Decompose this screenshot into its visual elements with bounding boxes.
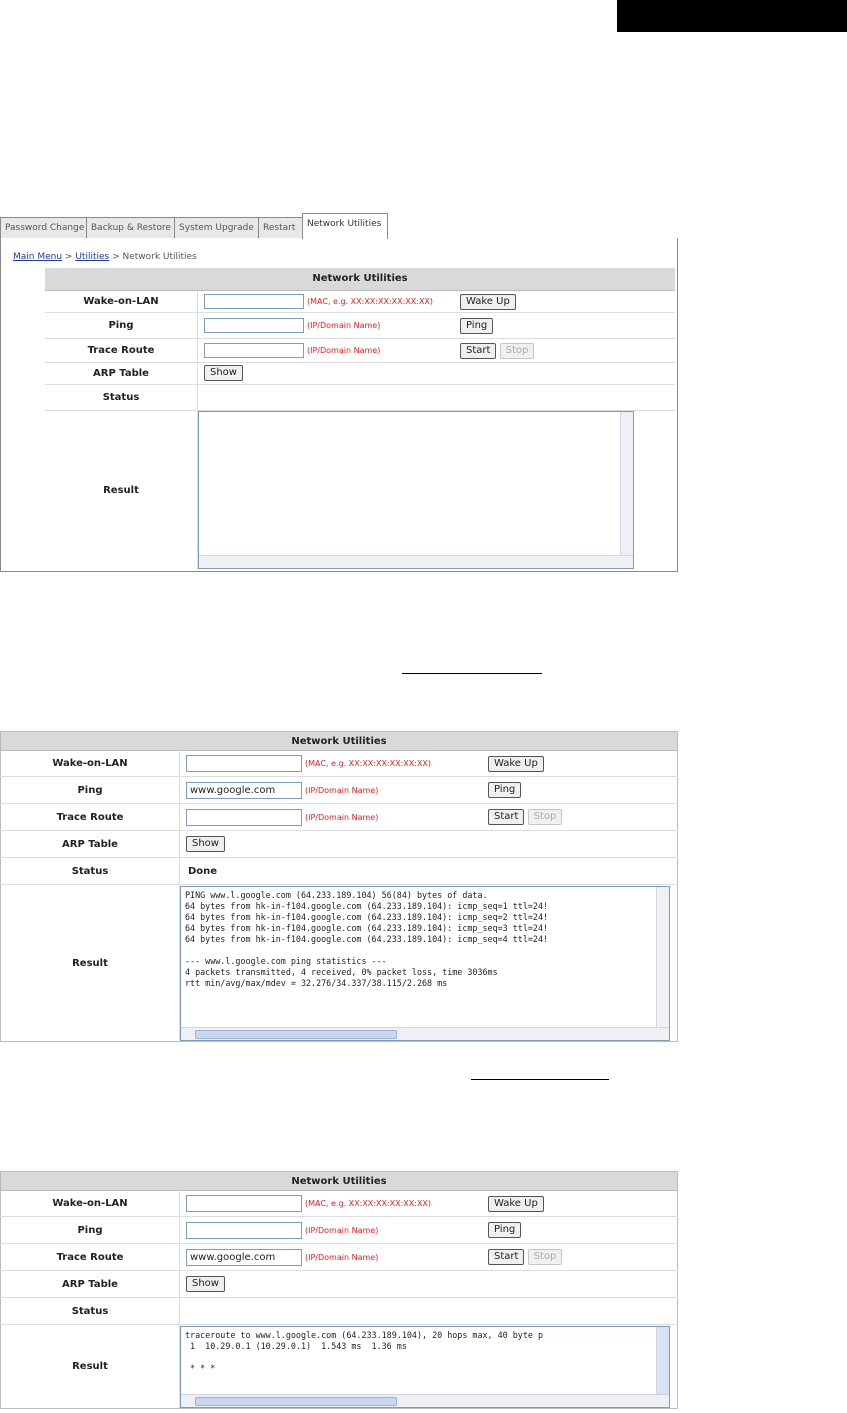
- mac-address-input[interactable]: [186, 755, 302, 772]
- ping-label: Ping: [45, 312, 198, 338]
- result-textarea[interactable]: [180, 1326, 670, 1408]
- tab-bar: [0, 213, 672, 239]
- network-utilities-table-3: [0, 1171, 678, 1409]
- status-value: [198, 384, 676, 410]
- tab-system-upgrade[interactable]: System Upgrade: [174, 217, 262, 238]
- wol-label: Wake-on-LAN: [1, 1191, 180, 1217]
- table-title: Network Utilities: [1, 732, 678, 751]
- ping-hint: (IP/Domain Name): [307, 320, 381, 330]
- vertical-scrollbar[interactable]: [656, 1327, 669, 1395]
- start-button[interactable]: Start: [488, 1249, 524, 1265]
- status-value: [180, 1298, 678, 1325]
- breadcrumb-utilities[interactable]: Utilities: [75, 252, 110, 262]
- underline-rule: [402, 673, 542, 674]
- tab-password-change[interactable]: Password Change: [0, 217, 90, 238]
- scroll-thumb[interactable]: [195, 1030, 397, 1039]
- tab-restart[interactable]: Restart: [258, 217, 306, 238]
- wake-up-button[interactable]: Wake Up: [488, 756, 544, 772]
- table-title: Network Utilities: [1, 1172, 678, 1191]
- trace-route-input[interactable]: www.google.com: [186, 1249, 302, 1266]
- trace-hint: (IP/Domain Name): [305, 1252, 379, 1262]
- stop-button[interactable]: Stop: [528, 1249, 563, 1265]
- status-label: Status: [45, 384, 198, 410]
- breadcrumb-separator: >: [62, 252, 76, 262]
- show-arp-button[interactable]: Show: [186, 1276, 225, 1292]
- wol-label: Wake-on-LAN: [45, 290, 198, 312]
- mac-hint: (MAC, e.g. XX:XX:XX:XX:XX:XX): [305, 1199, 432, 1208]
- ping-input[interactable]: [204, 318, 304, 333]
- mac-hint: (MAC, e.g. XX:XX:XX:XX:XX:XX): [307, 296, 434, 306]
- ping-label: Ping: [1, 777, 180, 804]
- ping-button[interactable]: Ping: [488, 1222, 521, 1238]
- ping-button[interactable]: Ping: [460, 318, 493, 334]
- network-utilities-table-1: [45, 268, 675, 570]
- ping-hint: (IP/Domain Name): [305, 785, 379, 795]
- trace-hint: (IP/Domain Name): [307, 345, 381, 355]
- trace-route-label: Trace Route: [1, 1244, 180, 1271]
- trace-route-input[interactable]: [186, 809, 302, 826]
- wake-up-button[interactable]: Wake Up: [488, 1196, 544, 1212]
- breadcrumb: [13, 252, 197, 262]
- horizontal-scrollbar[interactable]: [199, 555, 633, 568]
- stop-button[interactable]: Stop: [500, 343, 535, 359]
- underline-rule: [471, 1079, 609, 1080]
- arp-table-label: ARP Table: [1, 1271, 180, 1298]
- ping-input[interactable]: www.google.com: [186, 782, 302, 799]
- start-button[interactable]: Start: [460, 343, 496, 359]
- result-textarea[interactable]: [198, 411, 634, 569]
- tab-network-utilities[interactable]: Network Utilities: [302, 213, 388, 239]
- horizontal-scrollbar[interactable]: [181, 1027, 669, 1040]
- arp-table-label: ARP Table: [1, 831, 180, 858]
- mac-address-input[interactable]: [186, 1195, 302, 1212]
- result-label: Result: [45, 410, 198, 570]
- wake-up-button[interactable]: Wake Up: [460, 294, 516, 310]
- status-label: Status: [1, 858, 180, 885]
- trace-route-input[interactable]: [204, 343, 304, 358]
- ping-label: Ping: [1, 1217, 180, 1244]
- vertical-scrollbar[interactable]: [656, 887, 669, 1028]
- scroll-thumb[interactable]: [195, 1397, 397, 1406]
- trace-route-label: Trace Route: [1, 804, 180, 831]
- mac-address-input[interactable]: [204, 294, 304, 309]
- start-button[interactable]: Start: [488, 809, 524, 825]
- status-label: Status: [1, 1298, 180, 1325]
- header-black-box: [617, 0, 847, 32]
- status-value: Done: [180, 858, 678, 885]
- trace-hint: (IP/Domain Name): [305, 812, 379, 822]
- trace-route-label: Trace Route: [45, 338, 198, 362]
- result-label: Result: [1, 1325, 180, 1409]
- table-title: Network Utilities: [45, 268, 675, 290]
- breadcrumb-current: Network Utilities: [122, 252, 197, 262]
- ping-button[interactable]: Ping: [488, 782, 521, 798]
- network-utilities-table-2: [0, 731, 678, 1042]
- ping-hint: (IP/Domain Name): [305, 1225, 379, 1235]
- horizontal-scrollbar[interactable]: [181, 1394, 669, 1407]
- show-arp-button[interactable]: Show: [186, 836, 225, 852]
- stop-button[interactable]: Stop: [528, 809, 563, 825]
- result-textarea[interactable]: [180, 886, 670, 1041]
- arp-table-label: ARP Table: [45, 362, 198, 384]
- vertical-scrollbar[interactable]: [620, 412, 633, 556]
- wol-label: Wake-on-LAN: [1, 751, 180, 777]
- breadcrumb-main-menu[interactable]: Main Menu: [13, 252, 63, 262]
- breadcrumb-separator: >: [109, 252, 123, 262]
- result-text: PING www.l.google.com (64.233.189.104) 56(84) bytes of data. 64 bytes from hk-in-f104.google.com (64.233.189.104): icmp_seq=1 ttl=24! 64 bytes from hk-in-f104.google.com (64.233.189.104): icmp_seq=2 ttl=24! 64 bytes from hk-in-f104.google.com (64.233.189.104): icmp_seq=3 ttl=24! 64 bytes from hk-in-f104.google.com (64.233.189.104): icmp_seq=4 ttl=24! --- www.l.google.com ping statistics --- 4 packets transmitted, 4 received, 0% packet loss, time 3036ms rtt min/avg/max/mdev = 32.276/34.337/38.115/2.268 ms: [185, 889, 549, 988]
- result-text: traceroute to www.l.google.com (64.233.189.104), 20 hops max, 40 byte p 1 10.29.0.1 (10.29.0.1) 1.543 ms 1.36 ms * * *: [185, 1329, 543, 1373]
- result-label: Result: [1, 885, 180, 1042]
- tab-backup-restore[interactable]: Backup & Restore: [86, 217, 178, 238]
- ping-input[interactable]: [186, 1222, 302, 1239]
- show-arp-button[interactable]: Show: [204, 365, 243, 381]
- mac-hint: (MAC, e.g. XX:XX:XX:XX:XX:XX): [305, 759, 432, 768]
